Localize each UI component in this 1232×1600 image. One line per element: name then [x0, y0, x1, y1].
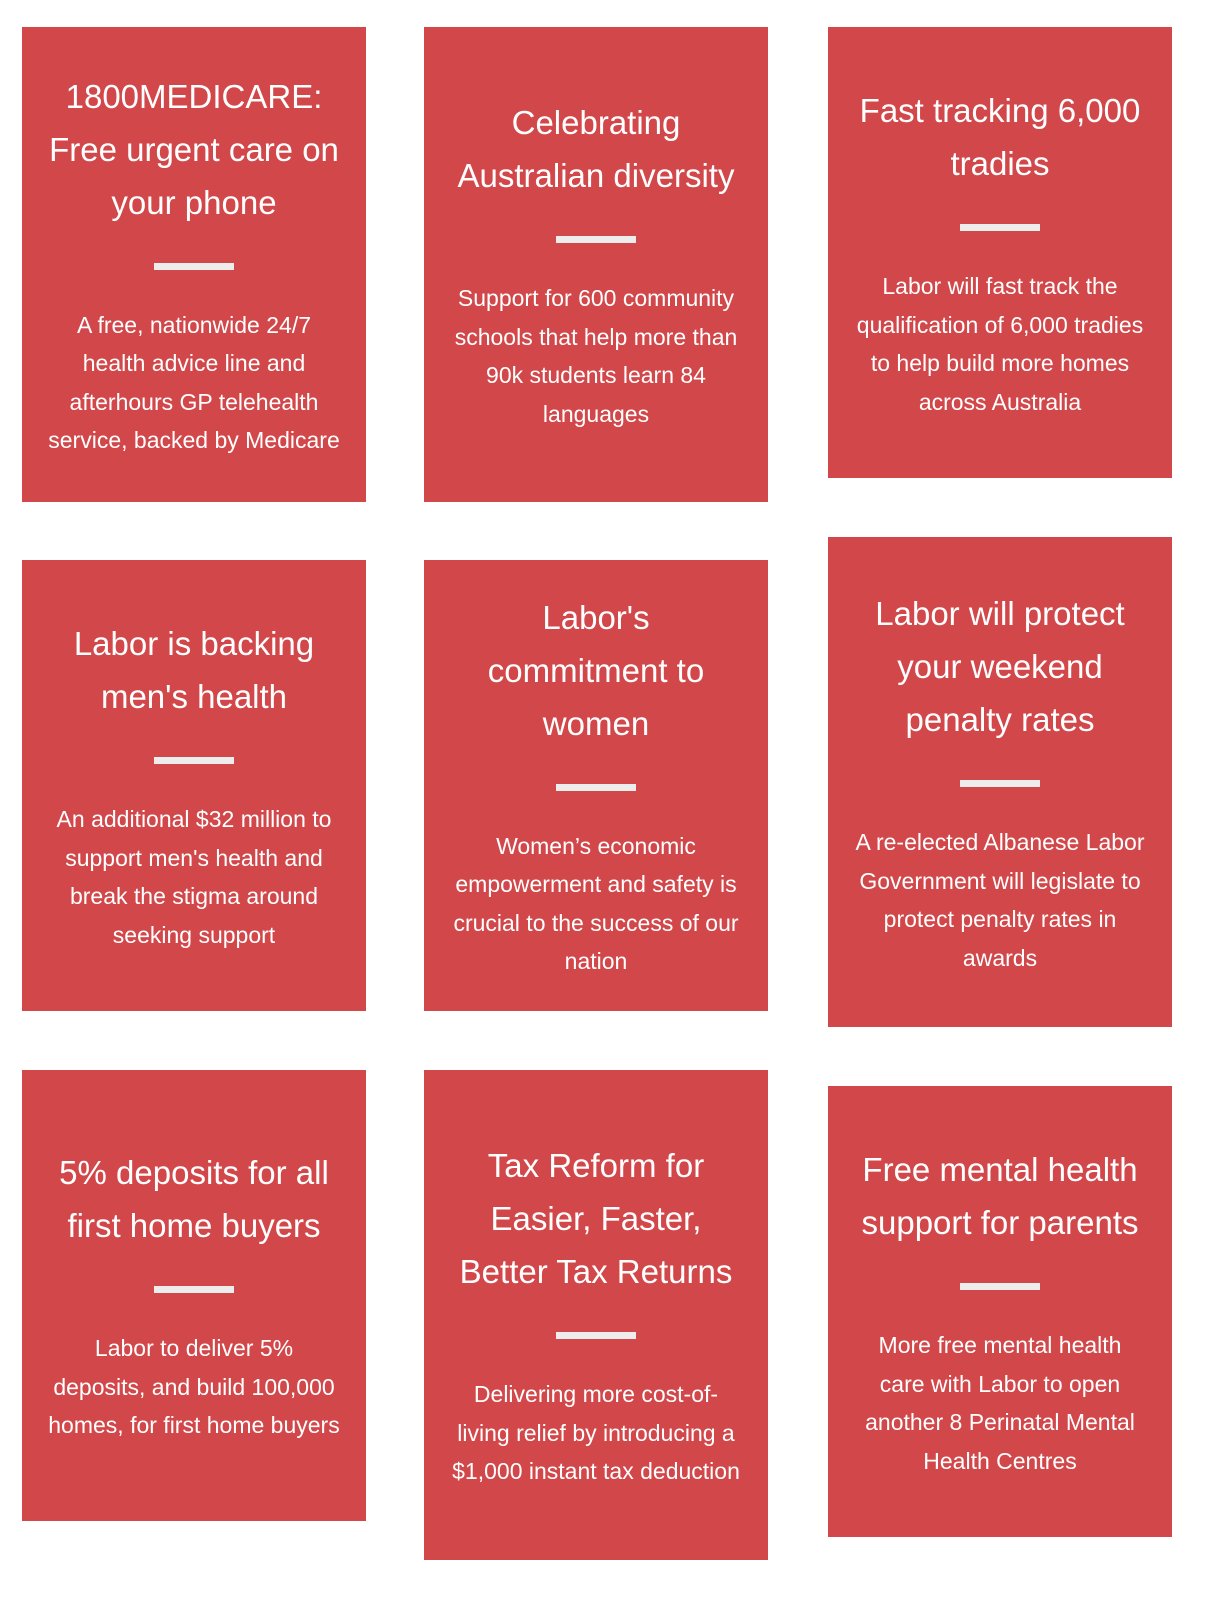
card-title: 5% deposits for all first home buyers [59, 1154, 329, 1245]
card-title: Celebrating Australian diversity [457, 104, 735, 194]
card-title: Tax Reform for Easier, Faster, Better Tax Returns [459, 1147, 733, 1291]
card-description: More free mental health care with Labor to open another 8 Perinatal Mental Health Centres [865, 1332, 1135, 1474]
card-title: Free mental health support for parents [861, 1151, 1139, 1241]
policy-card-mens-health[interactable] [22, 560, 366, 1011]
policy-card-women[interactable] [424, 560, 768, 1011]
card-title: Labor is backing men's health [73, 625, 315, 715]
card-divider [556, 236, 636, 243]
card-description: Women’s economic empowerment and safety is crucial to the success of our nation [453, 832, 739, 974]
policy-card-mental-health[interactable] [828, 1086, 1172, 1537]
card-title: Labor's commitment to women [487, 598, 705, 742]
card-divider [960, 780, 1040, 787]
card-description: A free, nationwide 24/7 health advice line and afterhours GP telehealth service, backed by Medicare [48, 311, 340, 453]
card-divider [154, 263, 234, 270]
card-description: An additional $32 million to support men's health and break the stigma around seeking support [56, 806, 332, 948]
card-divider [556, 784, 636, 791]
policy-card-home-deposits[interactable] [22, 1070, 366, 1521]
card-title: Fast tracking 6,000 tradies [859, 92, 1141, 182]
card-description: Support for 600 community schools that help more than 90k students learn 84 languages [454, 285, 738, 427]
card-divider [960, 224, 1040, 231]
card-description: Delivering more cost-of-living relief by introducing a $1,000 instant tax deduction [452, 1381, 740, 1485]
policy-card-tax-reform[interactable] [424, 1070, 768, 1560]
card-divider [960, 1283, 1040, 1290]
card-title: Labor will protect your weekend penalty rates [875, 595, 1125, 738]
policy-card-penalty-rates[interactable] [828, 537, 1172, 1027]
card-description: A re-elected Albanese Labor Government will legislate to protect penalty rates in awards [855, 829, 1145, 971]
card-title: 1800MEDICARE: Free urgent care on your phone [49, 77, 339, 221]
card-divider [556, 1332, 636, 1339]
card-description: Labor will fast track the qualification of 6,000 tradies to help build more homes across Australia [856, 273, 1144, 415]
policy-card-medicare[interactable] [22, 27, 366, 502]
policy-card-diversity[interactable] [424, 27, 768, 502]
card-divider [154, 1286, 234, 1293]
card-divider [154, 757, 234, 764]
card-description: Labor to deliver 5% deposits, and build 100,000 homes, for first home buyers [48, 1335, 340, 1439]
policy-card-tradies[interactable] [828, 27, 1172, 478]
